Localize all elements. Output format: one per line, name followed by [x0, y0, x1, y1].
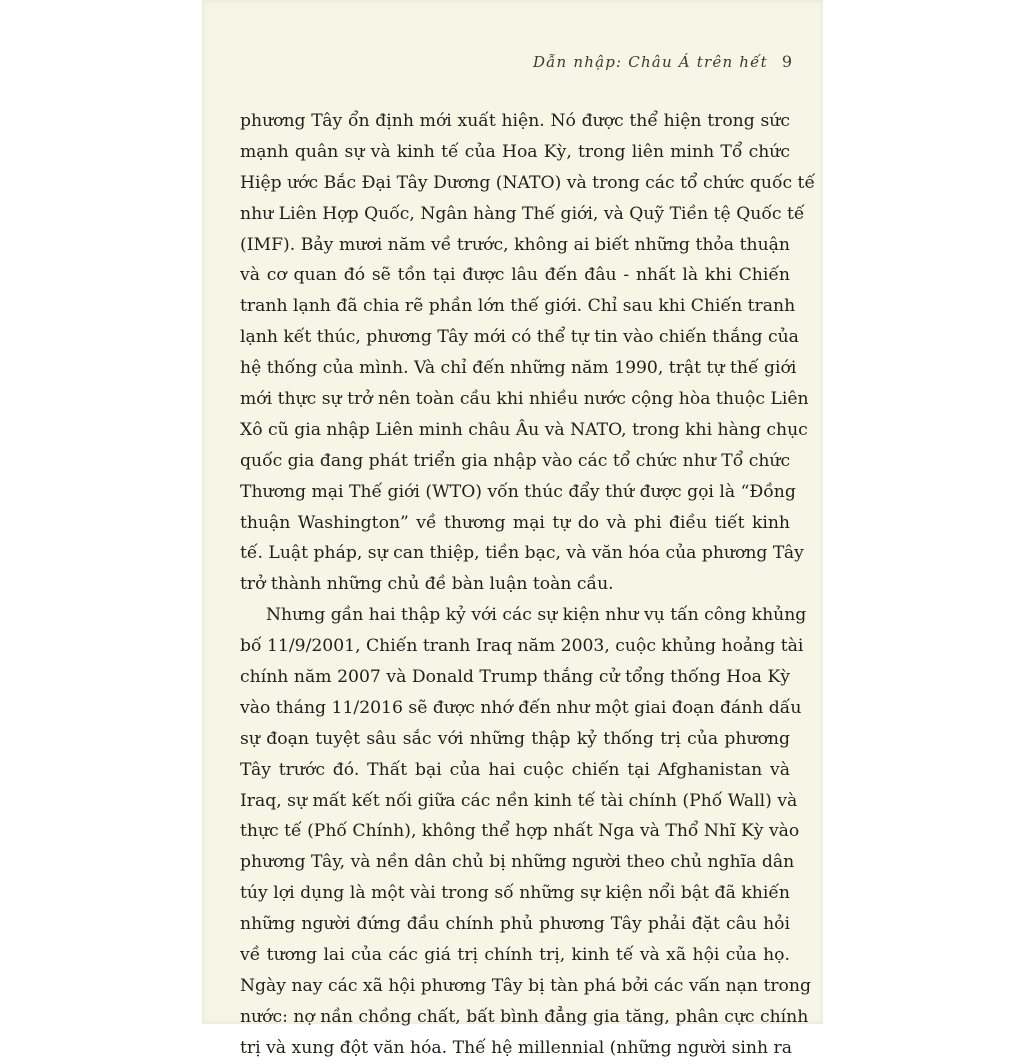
text-line: tế. Luật pháp, sự can thiệp, tiền bạc, và văn hóa của phương Tây	[240, 543, 804, 564]
text-line: mạnh quân sự và kinh tế của Hoa Kỳ, trong liên minh Tổ chức	[240, 141, 790, 162]
text-line: (IMF). Bảy mươi năm về trước, không ai biết những thỏa thuận	[240, 234, 790, 255]
text-line: phương Tây, và nền dân chủ bị những người theo chủ nghĩa dân	[240, 852, 795, 873]
text-line: chính năm 2007 và Donald Trump thắng cử tổng thống Hoa Kỳ	[240, 667, 790, 688]
text-line: bố 11/9/2001, Chiến tranh Iraq năm 2003, cuộc khủng hoảng tài	[240, 636, 804, 657]
text-line: về tương lai của các giá trị chính trị, kinh tế và xã hội của họ.	[240, 945, 790, 966]
text-line: nước: nợ nần chồng chất, bất bình đẳng gia tăng, phân cực chính	[240, 1006, 809, 1027]
text-line: vào tháng 11/2016 sẽ được nhớ đến như một giai đoạn đánh dấu	[240, 697, 802, 718]
text-line: như Liên Hợp Quốc, Ngân hàng Thế giới, và Quỹ Tiền tệ Quốc tế	[240, 203, 805, 224]
text-line: phương Tây ổn định mới xuất hiện. Nó được thể hiện trong sức	[240, 111, 790, 131]
paragraph-2	[240, 600, 811, 1063]
text-line: thuận Washington” về thương mại tự do và phi điều tiết kinh	[240, 512, 790, 533]
text-line: những người đứng đầu chính phủ phương Tây phải đặt câu hỏi	[240, 914, 790, 935]
text-line: tranh lạnh đã chia rẽ phần lớn thế giới. Chỉ sau khi Chiến tranh	[240, 296, 796, 317]
text-line: lạnh kết thúc, phương Tây mới có thể tự tin vào chiến thắng của	[240, 327, 799, 348]
text-line: Nhưng gần hai thập kỷ với các sự kiện như vụ tấn công khủng	[266, 605, 807, 626]
running-head	[522, 52, 792, 76]
body-text	[240, 106, 816, 1064]
text-line: Xô cũ gia nhập Liên minh châu Âu và NATO, trong khi hàng chục	[240, 419, 808, 440]
text-line: hệ thống của mình. Và chỉ đến những năm 1990, trật tự thế giới	[240, 358, 797, 379]
text-line: sự đoạn tuyệt sâu sắc với những thập kỷ thống trị của phương	[240, 728, 790, 749]
text-line: Hiệp ước Bắc Đại Tây Dương (NATO) và trong các tổ chức quốc tế	[240, 172, 816, 193]
text-line: mới thực sự trở nên toàn cầu khi nhiều nước cộng hòa thuộc Liên	[240, 389, 809, 410]
text-line: Tây trước đó. Thất bại của hai cuộc chiến tại Afghanistan và	[240, 759, 790, 780]
text-line: và cơ quan đó sẽ tồn tại được lâu đến đâu - nhất là khi Chiến	[240, 265, 790, 286]
text-line: thực tế (Phố Chính), không thể hợp nhất Nga và Thổ Nhĩ Kỳ vào	[240, 821, 800, 842]
text-line: quốc gia đang phát triển gia nhập vào các tổ chức như Tổ chức	[240, 450, 791, 471]
text-line: trở thành những chủ đề bàn luận toàn cầu.	[240, 574, 614, 595]
text-line: Thương mại Thế giới (WTO) vốn thúc đẩy thứ được gọi là “Đồng	[240, 481, 796, 502]
text-line: túy lợi dụng là một vài trong số những sự kiện nổi bật đã khiến	[240, 883, 790, 904]
chapter-title: Dẫn nhập: Châu Á trên hết	[532, 53, 768, 71]
text-line: Ngày nay các xã hội phương Tây bị tàn phá bởi các vấn nạn trong	[240, 975, 811, 996]
text-line: trị và xung đột văn hóa. Thế hệ millennial (những người sinh ra	[240, 1037, 792, 1058]
page-number: 9	[781, 52, 792, 71]
paragraph-1	[240, 106, 816, 600]
book-page	[202, 0, 823, 1058]
text-line: Iraq, sự mất kết nối giữa các nền kinh tế tài chính (Phố Wall) và	[240, 790, 798, 811]
